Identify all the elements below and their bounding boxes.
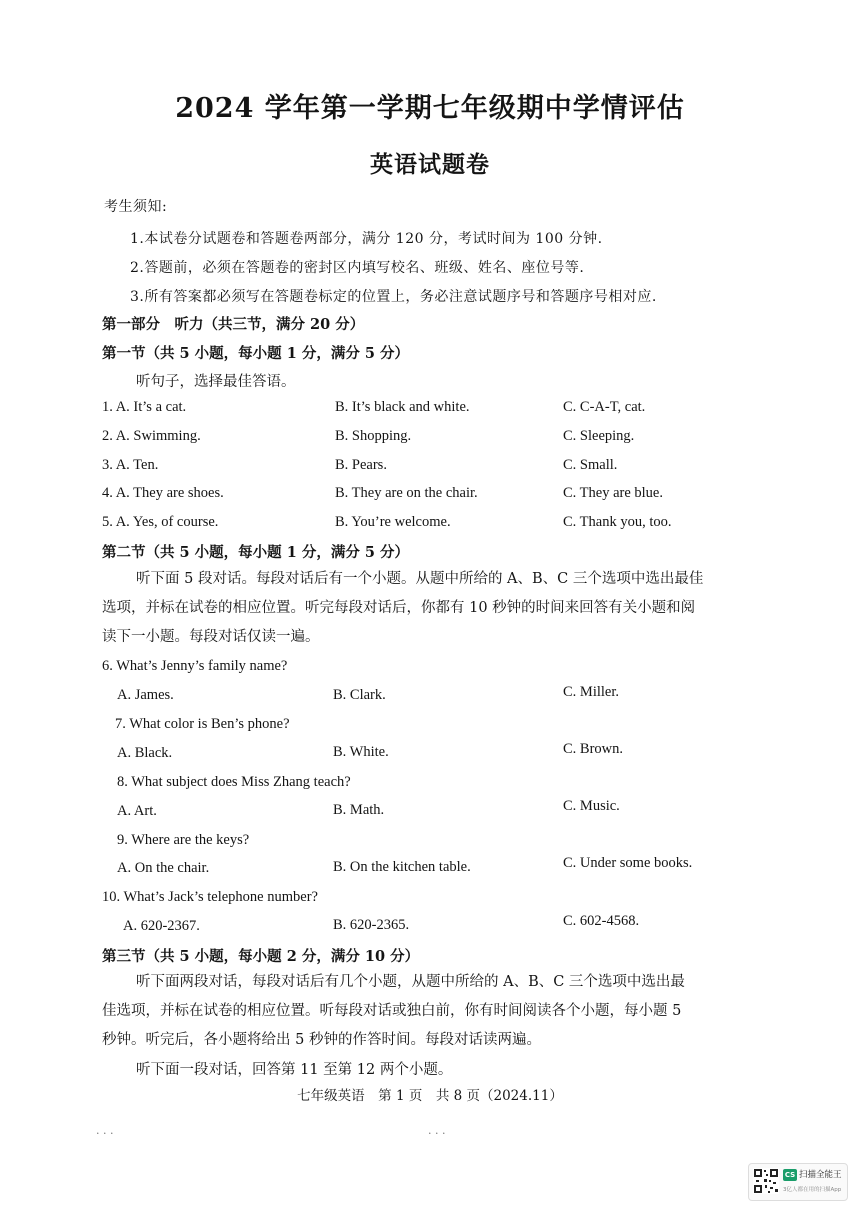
q2-option-c: C. Sleeping. xyxy=(563,428,635,444)
scan-speck: . . . xyxy=(428,1124,446,1137)
q6-option-a: A. James. xyxy=(117,687,174,703)
part1-heading: 第一部分 听力（共三节，满分 20 分） xyxy=(102,316,365,333)
section1-instruction: 听句子，选择最佳答语。 xyxy=(136,374,296,390)
q9-option-c: C. Under some books. xyxy=(563,855,693,871)
section2-instruction-line-3: 读下一小题。每段对话仅读一遍。 xyxy=(102,629,320,645)
q7-option-a: A. Black. xyxy=(117,745,173,761)
notice-item-2: 2.答题前，必须在答题卷的密封区内填写校名、班级、姓名、座位号等. xyxy=(130,260,585,276)
q6-stem: 6. What’s Jenny’s family name? xyxy=(102,658,288,674)
q9-option-b: B. On the kitchen table. xyxy=(333,859,471,875)
q9-stem: 9. Where are the keys? xyxy=(117,832,250,848)
q1-option-c: C. C-A-T, cat. xyxy=(563,399,646,415)
section3-heading: 第三节（共 5 小题，每小题 2 分，满分 10 分） xyxy=(102,948,420,965)
exam-title: 2024 学年第一学期七年级期中学情评估 xyxy=(175,93,685,124)
q8-option-b: B. Math. xyxy=(333,802,385,818)
scanner-app-name: 扫描全能王 xyxy=(799,1170,842,1180)
q10-option-b: B. 620-2365. xyxy=(333,917,410,933)
q1-option-b: B. It’s black and white. xyxy=(335,399,470,415)
notice-item-1: 1.本试卷分试题卷和答题卷两部分，满分 120 分，考试时间为 100 分钟. xyxy=(130,231,603,247)
q5-option-a: 5. A. Yes, of course. xyxy=(102,514,219,530)
q10-stem: 10. What’s Jack’s telephone number? xyxy=(102,889,318,905)
q2-option-a: 2. A. Swimming. xyxy=(102,428,201,444)
section3-instruction-line-1: 听下面两段对话，每段对话后有几个小题，从题中所给的 A、B、C 三个选项中选出最 xyxy=(136,974,685,990)
q10-option-a: A. 620-2367. xyxy=(123,918,200,934)
section2-instruction xyxy=(102,565,782,652)
q7-option-c: C. Brown. xyxy=(563,741,624,757)
section2-instruction-line-1: 听下面 5 段对话。每段对话后有一个小题。从题中所给的 A、B、C 三个选项中选出最佳 xyxy=(136,571,704,587)
qr-code-icon xyxy=(753,1168,779,1194)
q5-option-b: B. You’re welcome. xyxy=(335,514,451,530)
q10-option-c: C. 602-4568. xyxy=(563,913,640,929)
q4-option-a: 4. A. They are shoes. xyxy=(102,485,224,501)
q3-option-c: C. Small. xyxy=(563,457,618,473)
q8-option-c: C. Music. xyxy=(563,798,620,814)
q3-option-a: 3. A. Ten. xyxy=(102,457,159,473)
section2-instruction-line-2: 选项，并标在试卷的相应位置。听完每段对话后，你都有 10 秒钟的时间来回答有关小题和阅 xyxy=(102,600,696,616)
section3-instruction-line-3: 秒钟。听完后，各小题将给出 5 秒钟的作答时间。每段对话读两遍。 xyxy=(102,1032,541,1048)
q8-option-a: A. Art. xyxy=(117,803,157,819)
section2-heading: 第二节（共 5 小题，每小题 1 分，满分 5 分） xyxy=(102,544,410,561)
section3-instruction-line-2: 佳选项，并标在试卷的相应位置。听每段对话或独白前，你有时间阅读各个小题，每小题 5 xyxy=(102,1003,682,1019)
section1-heading: 第一节（共 5 小题，每小题 1 分，满分 5 分） xyxy=(102,345,410,362)
q1-option-a: 1. A. It’s a cat. xyxy=(102,399,187,415)
page-footer: 七年级英语 第 1 页 共 8 页（2024.11） xyxy=(297,1088,563,1104)
q2-option-b: B. Shopping. xyxy=(335,428,412,444)
section3-instruction xyxy=(102,968,782,1055)
q6-option-c: C. Miller. xyxy=(563,684,619,700)
q3-option-b: B. Pears. xyxy=(335,457,387,473)
notice-item-3: 3.所有答案都必须写在答题卷标定的位置上，务必注意试题序号和答题序号相对应. xyxy=(130,289,657,305)
scan-speck: . . . xyxy=(96,1124,114,1137)
q4-option-c: C. They are blue. xyxy=(563,485,663,501)
q9-option-a: A. On the chair. xyxy=(117,860,210,876)
cs-logo-icon: CS xyxy=(784,1171,796,1179)
scanner-tagline: 3亿人都在用的扫描App xyxy=(783,1187,842,1193)
section3-lead: 听下面一段对话，回答第 11 至第 12 两个小题。 xyxy=(136,1062,453,1078)
q5-option-c: C. Thank you, too. xyxy=(563,514,672,530)
q4-option-b: B. They are on the chair. xyxy=(335,485,478,501)
q8-stem: 8. What subject does Miss Zhang teach? xyxy=(117,774,351,790)
notice-heading: 考生须知: xyxy=(104,199,168,215)
q6-option-b: B. Clark. xyxy=(333,687,386,703)
scanner-watermark xyxy=(748,1163,848,1201)
q7-option-b: B. White. xyxy=(333,744,389,760)
exam-subtitle: 英语试题卷 xyxy=(370,151,490,178)
q7-stem: 7. What color is Ben’s phone? xyxy=(115,716,290,732)
